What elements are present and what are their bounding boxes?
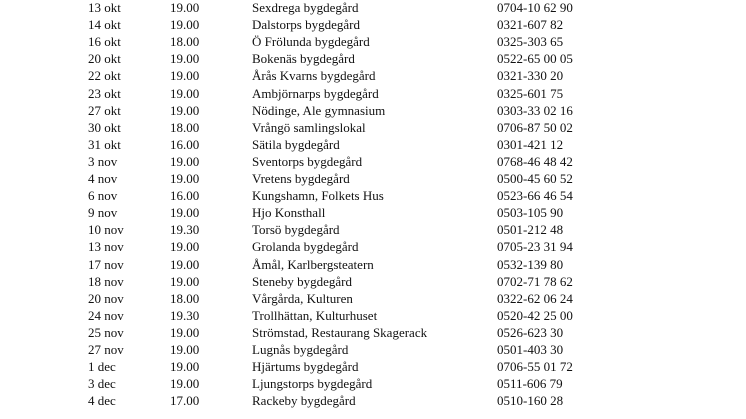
event-date: 13 okt xyxy=(88,0,121,15)
event-phone: 0511-606 79 xyxy=(497,376,563,392)
schedule-row xyxy=(0,324,746,341)
event-time: 19.00 xyxy=(170,85,200,101)
event-time: 19.00 xyxy=(170,68,200,84)
event-phone: 0706-55 01 72 xyxy=(497,359,573,375)
event-venue: Strömstad, Restaurang Skagerack xyxy=(252,324,428,340)
event-date: 20 okt xyxy=(88,51,121,67)
event-phone: 0321-330 20 xyxy=(497,68,564,84)
event-venue: Hjo Konsthall xyxy=(252,205,326,221)
event-venue: Vrångö samlingslokal xyxy=(252,119,366,135)
schedule-row xyxy=(0,307,746,324)
event-phone: 0303-33 02 16 xyxy=(497,102,573,118)
event-date: 9 nov xyxy=(88,205,118,221)
schedule-row xyxy=(0,153,746,170)
event-date: 30 okt xyxy=(88,119,121,135)
event-time: 19.00 xyxy=(170,102,200,118)
event-phone: 0322-62 06 24 xyxy=(497,290,573,306)
schedule-row xyxy=(0,221,746,238)
schedule-row xyxy=(0,290,746,307)
event-time: 18.00 xyxy=(170,290,200,306)
schedule-row xyxy=(0,204,746,221)
event-date: 31 okt xyxy=(88,136,121,152)
event-phone: 0510-160 28 xyxy=(497,393,564,409)
schedule-row xyxy=(0,256,746,273)
event-date: 10 nov xyxy=(88,222,124,238)
schedule-row xyxy=(0,16,746,33)
event-date: 13 nov xyxy=(88,239,124,255)
event-venue: Ambjörnarps bygdegård xyxy=(252,85,379,101)
schedule-row xyxy=(0,273,746,290)
schedule-row xyxy=(0,136,746,153)
event-time: 19.00 xyxy=(170,359,200,375)
event-phone: 0706-87 50 02 xyxy=(497,119,573,135)
event-phone: 0520-42 25 00 xyxy=(497,307,573,323)
event-date: 18 nov xyxy=(88,273,124,289)
event-date: 4 nov xyxy=(88,171,118,186)
event-venue: Vårgårda, Kulturen xyxy=(252,290,353,306)
event-venue: Grolanda bygdegård xyxy=(252,239,359,255)
event-time: 19.00 xyxy=(170,17,200,33)
event-date: 16 okt xyxy=(88,34,121,50)
schedule-row xyxy=(0,67,746,84)
event-phone: 0501-403 30 xyxy=(497,342,564,357)
schedule-row xyxy=(0,33,746,50)
event-phone: 0532-139 80 xyxy=(497,256,564,272)
event-date: 27 nov xyxy=(88,342,124,357)
event-date: 20 nov xyxy=(88,290,124,306)
event-venue: Nödinge, Ale gymnasium xyxy=(252,102,386,118)
schedule-row xyxy=(0,392,746,409)
schedule-row xyxy=(0,341,746,358)
event-venue: Torsö bygdegård xyxy=(252,222,340,238)
event-time: 19.00 xyxy=(170,376,200,392)
event-venue: Sventorps bygdegård xyxy=(252,153,363,169)
event-time: 16.00 xyxy=(170,188,200,204)
event-venue: Sätila bygdegård xyxy=(252,136,340,152)
schedule-row xyxy=(0,0,746,16)
schedule-row xyxy=(0,119,746,136)
event-time: 19.00 xyxy=(170,342,200,357)
event-date: 25 nov xyxy=(88,324,124,340)
event-date: 14 okt xyxy=(88,17,121,33)
event-time: 19.30 xyxy=(170,307,200,323)
event-venue: Vretens bygdegård xyxy=(252,171,350,186)
schedule-row xyxy=(0,187,746,204)
event-phone: 0503-105 90 xyxy=(497,205,564,221)
event-time: 19.00 xyxy=(170,256,200,272)
event-time: 19.00 xyxy=(170,51,200,67)
event-date: 3 nov xyxy=(88,153,118,169)
event-date: 6 nov xyxy=(88,188,118,204)
event-date: 24 nov xyxy=(88,307,124,323)
event-venue: Dalstorps bygdegård xyxy=(252,17,360,33)
schedule-row xyxy=(0,170,746,187)
event-phone: 0325-601 75 xyxy=(497,85,564,101)
event-time: 19.00 xyxy=(170,153,200,169)
event-phone: 0704-10 62 90 xyxy=(497,0,573,15)
event-venue: Lugnås bygdegård xyxy=(252,342,349,357)
event-phone: 0705-23 31 94 xyxy=(497,239,573,255)
event-time: 19.00 xyxy=(170,324,200,340)
event-phone: 0325-303 65 xyxy=(497,34,564,50)
event-venue: Ö Frölunda bygdegård xyxy=(252,34,370,50)
event-phone: 0501-212 48 xyxy=(497,222,564,238)
event-time: 19.00 xyxy=(170,171,200,186)
event-time: 19.30 xyxy=(170,222,200,238)
event-time: 18.00 xyxy=(170,119,200,135)
schedule-row xyxy=(0,358,746,375)
event-time: 16.00 xyxy=(170,136,200,152)
event-venue: Årås Kvarns bygdegård xyxy=(252,68,376,84)
event-phone: 0702-71 78 62 xyxy=(497,273,573,289)
event-venue: Åmål, Karlbergsteatern xyxy=(252,256,374,272)
schedule-row xyxy=(0,102,746,119)
event-venue: Rackeby bygdegård xyxy=(252,393,356,409)
event-time: 19.00 xyxy=(170,205,200,221)
event-phone: 0301-421 12 xyxy=(497,136,564,152)
event-date: 17 nov xyxy=(88,256,124,272)
event-venue: Bokenäs bygdegård xyxy=(252,51,355,67)
event-date: 4 dec xyxy=(88,393,116,409)
event-venue: Steneby bygdegård xyxy=(252,273,353,289)
event-venue: Kungshamn, Folkets Hus xyxy=(252,188,384,204)
event-date: 1 dec xyxy=(88,359,116,375)
event-time: 19.00 xyxy=(170,273,200,289)
event-venue: Ljungstorps bygdegård xyxy=(252,376,373,392)
event-date: 23 okt xyxy=(88,85,121,101)
event-date: 27 okt xyxy=(88,102,121,118)
event-time: 19.00 xyxy=(170,239,200,255)
event-venue: Sexdrega bygdegård xyxy=(252,0,359,15)
event-venue: Trollhättan, Kulturhuset xyxy=(252,307,378,323)
schedule-row xyxy=(0,85,746,102)
event-time: 19.00 xyxy=(170,0,200,15)
event-phone: 0526-623 30 xyxy=(497,324,564,340)
event-venue: Hjärtums bygdegård xyxy=(252,359,359,375)
event-date: 3 dec xyxy=(88,376,116,392)
schedule-row xyxy=(0,50,746,67)
schedule-row xyxy=(0,375,746,392)
event-time: 18.00 xyxy=(170,34,200,50)
event-phone: 0522-65 00 05 xyxy=(497,51,573,67)
event-phone: 0523-66 46 54 xyxy=(497,188,573,204)
event-date: 22 okt xyxy=(88,68,121,84)
event-phone: 0500-45 60 52 xyxy=(497,171,573,186)
event-phone: 0768-46 48 42 xyxy=(497,153,573,169)
event-time: 17.00 xyxy=(170,393,200,409)
schedule-row xyxy=(0,238,746,255)
event-phone: 0321-607 82 xyxy=(497,17,564,33)
